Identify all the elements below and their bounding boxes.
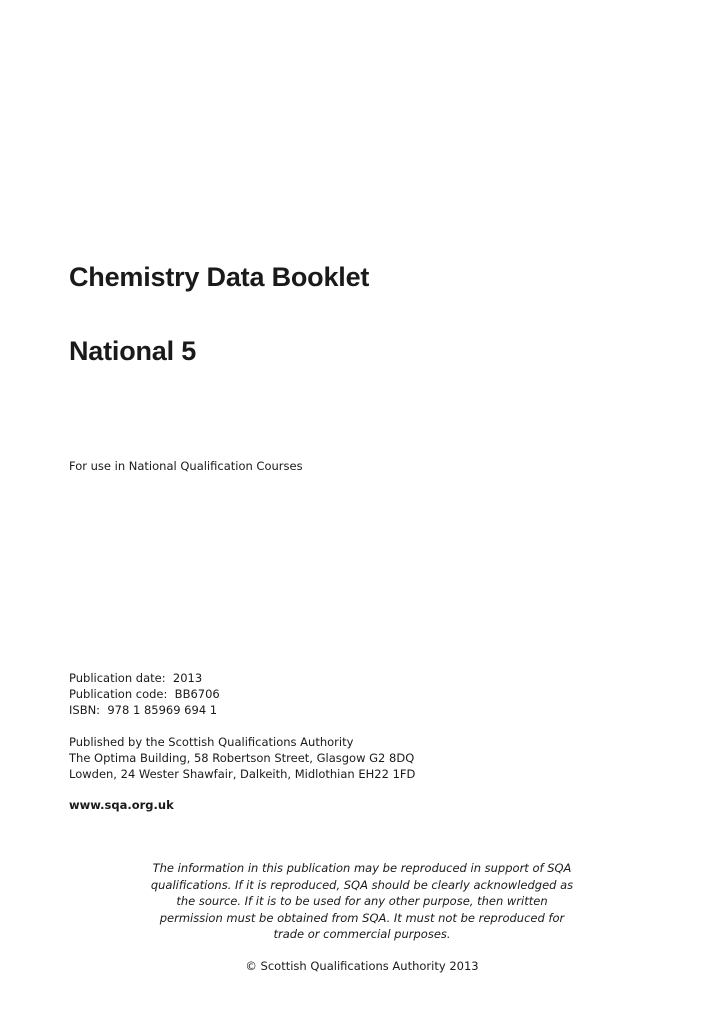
publication-code: Publication code: BB6706 [69,687,220,701]
notice-line: trade or commercial purposes. [273,927,451,941]
isbn: ISBN: 978 1 85969 694 1 [69,703,218,717]
publisher-address-dalkeith: Lowden, 24 Wester Shawfair, Dalkeith, Midlothian EH22 1FD [69,767,416,781]
document-title: Chemistry Data Booklet [69,262,370,292]
publisher-line: Published by the Scottish Qualifications Authority [69,735,354,749]
document-subtitle: National 5 [69,336,197,366]
publisher-info [69,734,415,782]
publication-date: Publication date: 2013 [69,671,203,685]
usage-statement: For use in National Qualification Courses [69,459,303,473]
notice-line: the source. If it is to be used for any other purpose, then written [176,894,548,908]
publisher-address-glasgow: The Optima Building, 58 Robertson Street, Glasgow G2 8DQ [69,751,415,765]
notice-line: permission must be obtained from SQA. It must not be reproduced for [159,910,565,925]
reproduction-notice [112,860,612,943]
publication-details [69,670,220,718]
copyright-notice: © Scottish Qualifications Authority 2013 [245,959,479,973]
notice-line: qualifications. If it is reproduced, SQA should be clearly acknowledged as [150,877,574,892]
website-link[interactable]: www.sqa.org.uk [69,798,174,812]
notice-line: The information in this publication may be reproduced in support of SQA [152,861,572,875]
